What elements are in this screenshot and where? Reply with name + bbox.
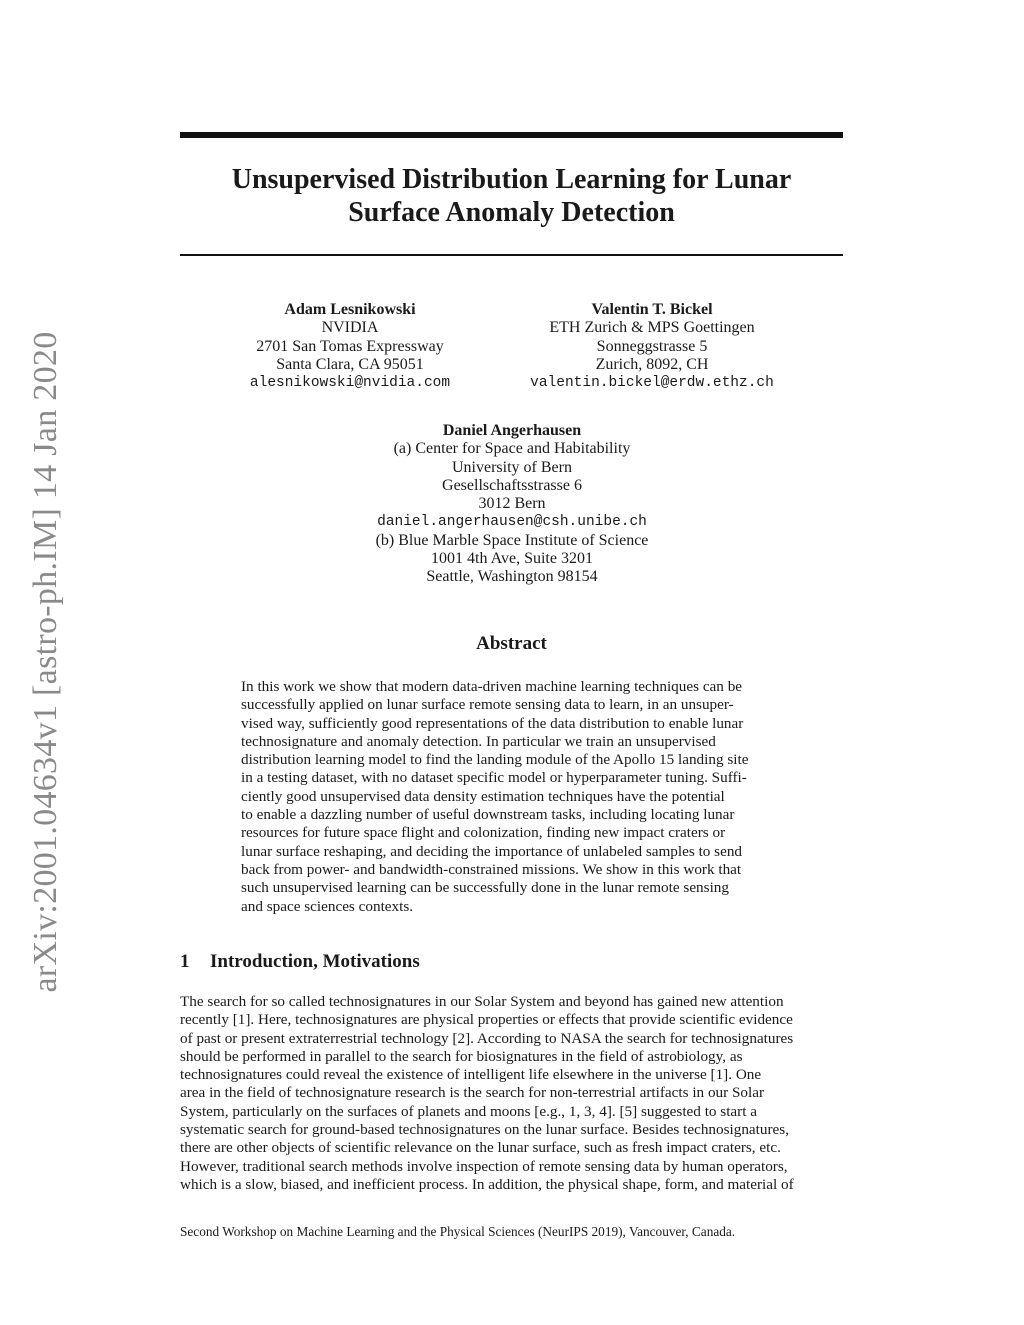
abstract-line: resources for future space flight and colonization, finding new impact craters or [241, 824, 726, 842]
abstract-line: successfully applied on lunar surface remote sensing data to learn, in an unsuper- [241, 696, 734, 714]
arxiv-identifier-stamp: arXiv:2001.04634v1 [astro-ph.IM] 14 Jan 2020 [27, 331, 64, 993]
abstract-line: lunar surface reshaping, and deciding the importance of unlabeled samples to send [241, 842, 743, 860]
author-block-bickel [512, 301, 792, 392]
abstract-line: back from power- and bandwidth-constrained missions. We show in this work that [241, 860, 742, 878]
abstract-heading: Abstract [476, 633, 547, 654]
author-name: Valentin T. Bickel [591, 301, 713, 318]
author-name: Daniel Angerhausen [442, 422, 582, 439]
body-line: area in the field of technosignature research is the search for non-terrestrial artifacts in our Solar [180, 1084, 765, 1102]
author-address: 1001 4th Ave, Suite 3201 [431, 550, 593, 568]
abstract-line: ciently good unsupervised data density estimation techniques have the potential [241, 787, 725, 805]
abstract-line: In this work we show that modern data-driven machine learning techniques can be [241, 678, 743, 695]
body-line: recently [1]. Here, technosignatures are physical properties or effects that provide scientific evidence [180, 1011, 793, 1029]
body-line: The search for so called technosignatures in our Solar System and beyond has gained new attention [180, 993, 784, 1010]
body-line: technosignatures could reveal the existence of intelligent life elsewhere in the universe [1]. One [180, 1066, 762, 1084]
title-bottom-rule [180, 254, 843, 256]
title-line: Unsupervised Distribution Learning for Lunar [231, 164, 792, 195]
abstract-line: in a testing dataset, with no dataset specific model or hyperparameter tuning. Suffi- [241, 769, 747, 787]
author-address: 2701 San Tomas Expressway [256, 337, 444, 355]
author-address: Sonneggstrasse 5 [596, 337, 708, 355]
venue-footnote: Second Workshop on Machine Learning and the Physical Sciences (NeurIPS 2019), Vancouver, Canada. [180, 1224, 736, 1239]
abstract-line: to enable a dazzling number of useful downstream tasks, including locating lunar [241, 806, 735, 824]
body-line: System, particularly on the surfaces of planets and moons [e.g., 1, 3, 4]. [5] suggested to start a [180, 1102, 757, 1120]
section-title: Introduction, Motivations [210, 951, 420, 972]
author-address: Zurich, 8092, CH [595, 355, 709, 373]
abstract-line: and space sciences contexts. [241, 897, 414, 915]
title-top-rule [180, 132, 843, 138]
author-affiliation: (b) Blue Marble Space Institute of Science [375, 531, 649, 549]
author-email: valentin.bickel@erdw.ethz.ch [530, 375, 774, 392]
author-address: Santa Clara, CA 95051 [276, 355, 424, 373]
abstract-line: technosignature and anomaly detection. In particular we train an unsupervised [241, 732, 716, 750]
body-line: systematic search for ground-based technosignatures on the lunar surface. Besides technosignatures, [180, 1121, 789, 1139]
title-line: Surface Anomaly Detection [348, 197, 675, 228]
author-block-lesnikowski [230, 301, 470, 392]
abstract-line: vised way, sufficiently good representations of the data distribution to enable lunar [241, 714, 744, 732]
author-affiliation: NVIDIA [321, 319, 379, 337]
abstract-body [241, 678, 786, 916]
author-email: alesnikowski@nvidia.com [249, 375, 451, 392]
abstract-line: distribution learning model to find the landing module of the Apollo 15 landing site [241, 751, 749, 769]
author-affiliation: (a) Center for Space and Habitability [393, 440, 631, 458]
introduction-body [180, 993, 844, 1194]
author-address: 3012 Bern [478, 495, 546, 513]
author-affiliation: ETH Zurich & MPS Goettingen [549, 319, 755, 337]
author-address: Seattle, Washington 98154 [426, 568, 598, 586]
body-line: However, traditional search methods involve inspection of remote sensing data by human operators, [180, 1157, 788, 1175]
section-heading-introduction [180, 951, 420, 973]
author-address: University of Bern [452, 458, 572, 476]
abstract-line: such unsupervised learning can be successfully done in the lunar remote sensing [241, 879, 729, 897]
section-number: 1 [180, 951, 190, 972]
body-line: should be performed in parallel to the search for biosignatures in the field of astrobiology, as [180, 1047, 743, 1065]
author-email: daniel.angerhausen@csh.unibe.ch [377, 514, 647, 531]
author-address: Gesellschaftsstrasse 6 [442, 476, 582, 494]
author-block-angerhausen [332, 422, 692, 587]
body-line: of past or present extraterrestrial technology [2]. According to NASA the search for technosignatures [180, 1029, 794, 1047]
body-line: there are other objects of scientific relevance on the lunar surface, such as fresh impact craters, etc. [180, 1139, 781, 1157]
author-name: Adam Lesnikowski [284, 301, 416, 318]
body-line: which is a slow, biased, and inefficient process. In addition, the physical shape, form, and material of [180, 1175, 794, 1193]
paper-title [180, 163, 843, 229]
